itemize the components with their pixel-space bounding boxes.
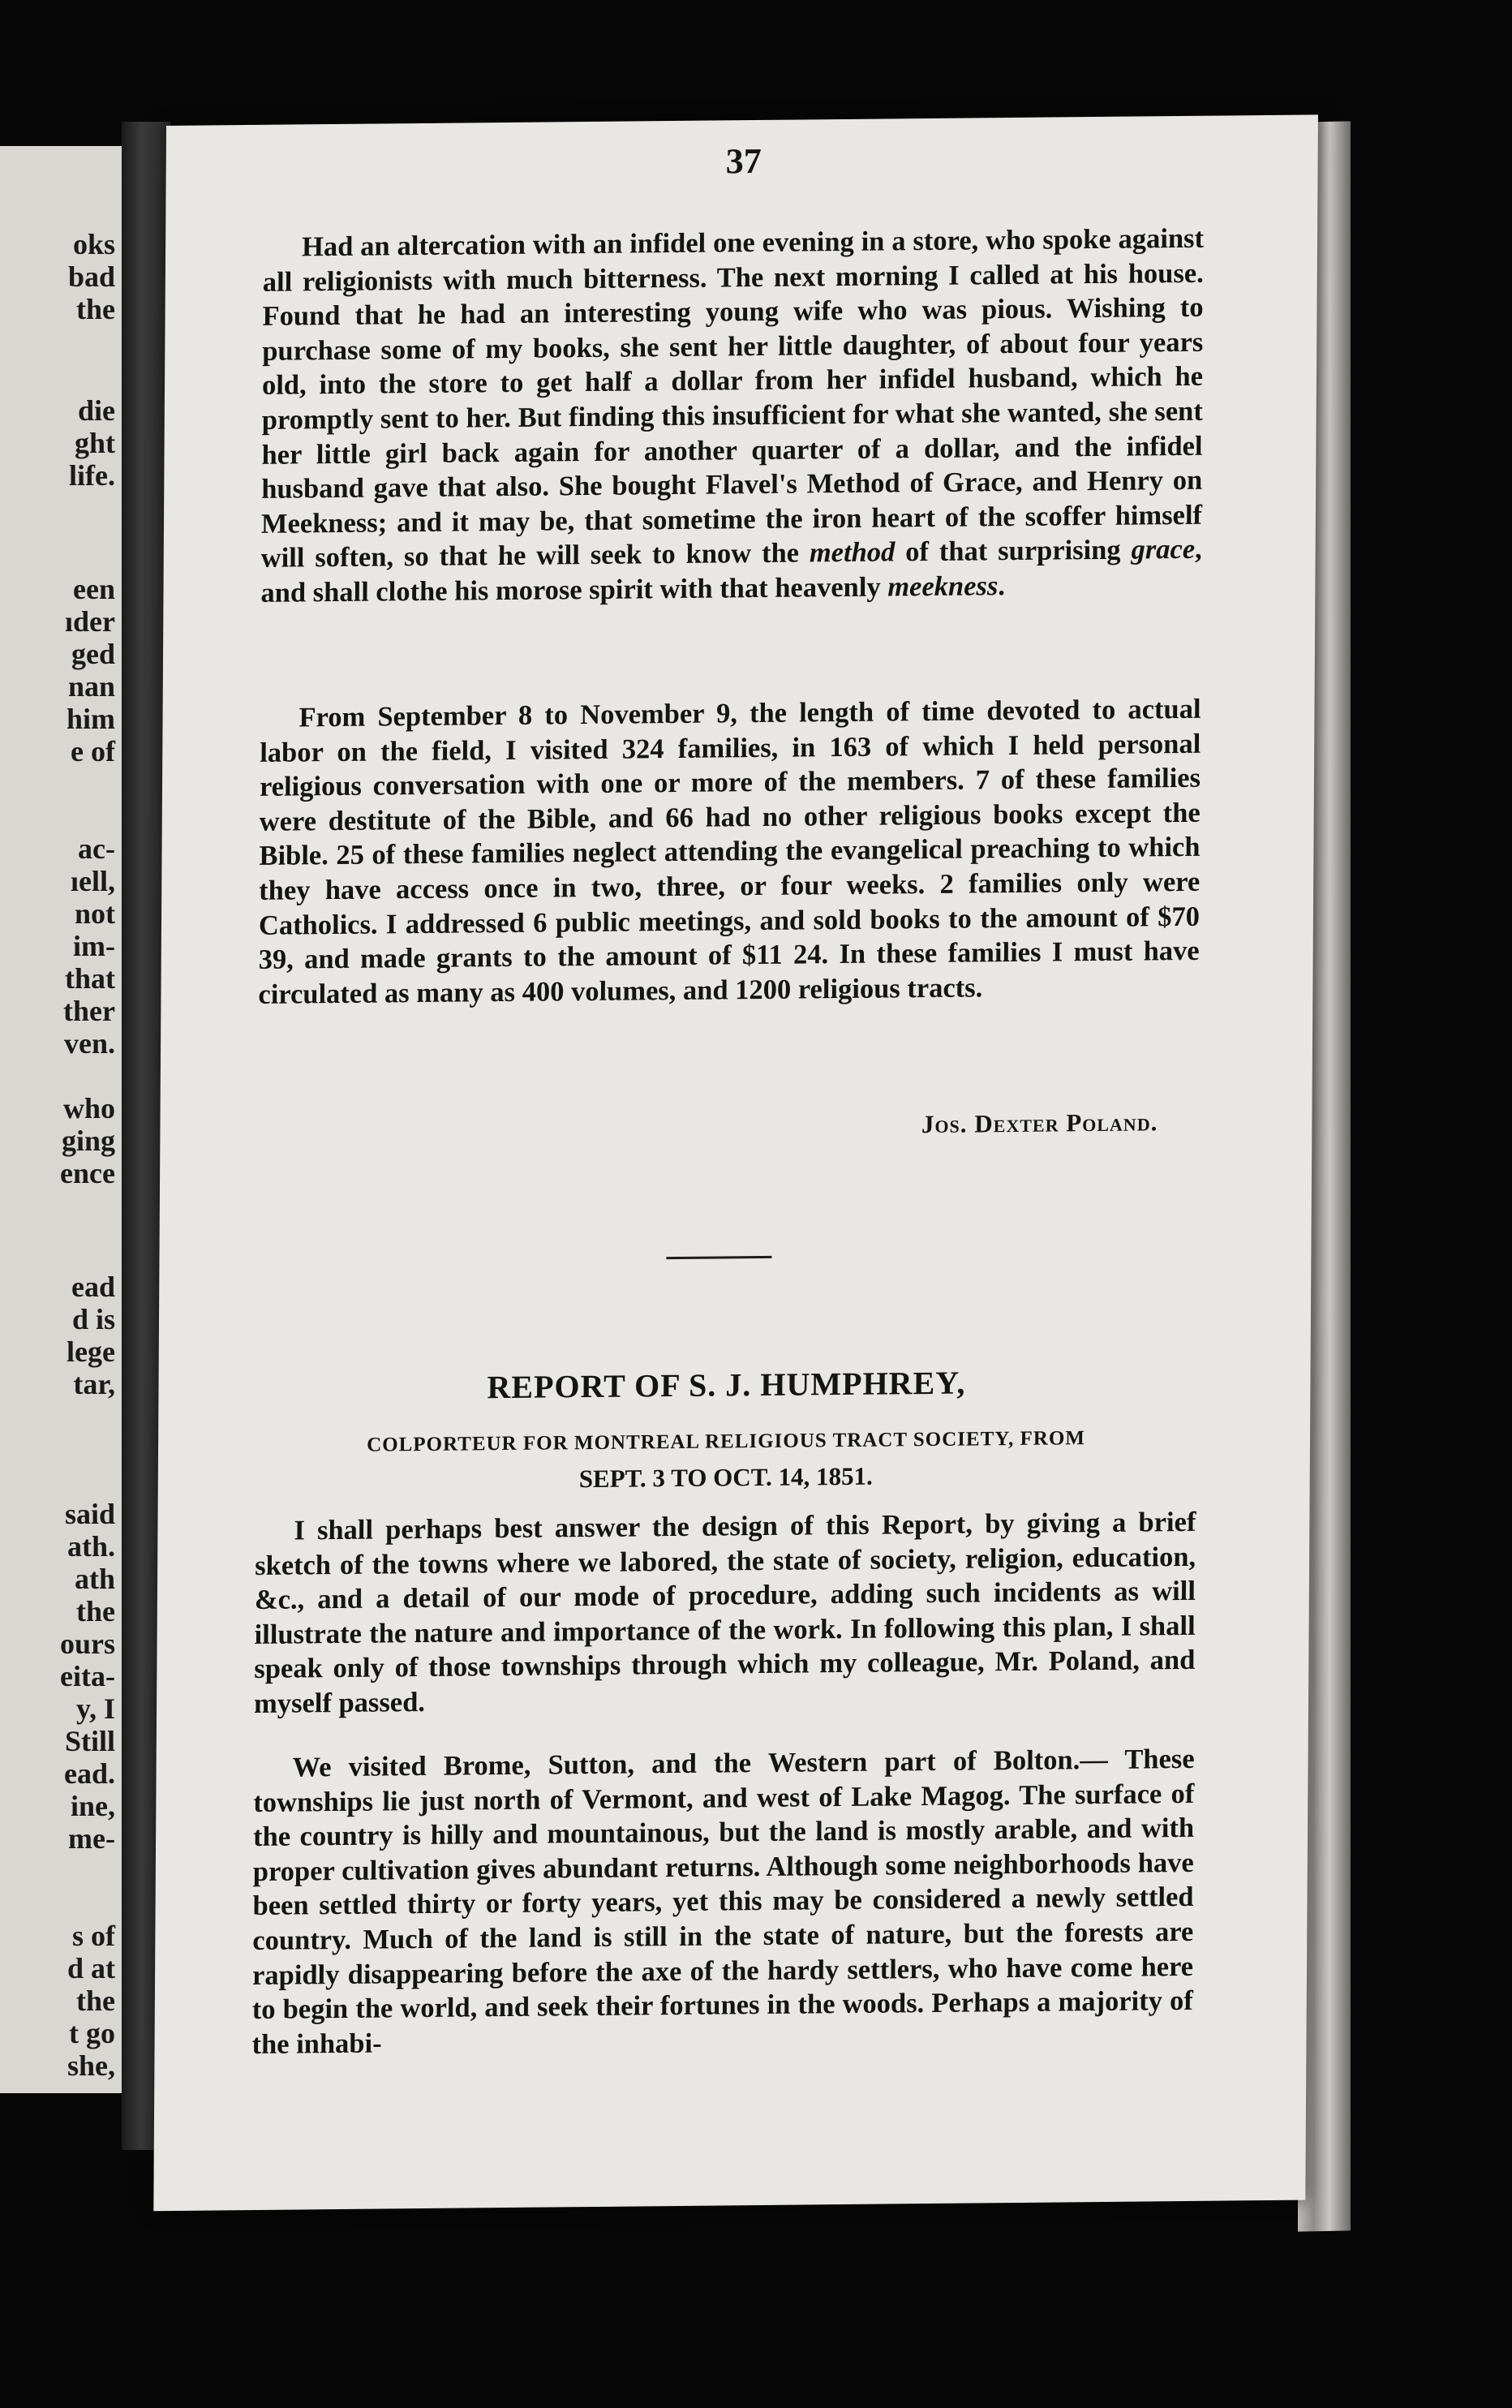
left-page-line-fragment: d at	[67, 1952, 115, 1984]
left-page-line-fragment: she,	[67, 2049, 115, 2082]
left-page-line-fragment: ıder	[65, 605, 115, 638]
left-page-line-fragment: the	[76, 293, 115, 325]
signature: Jos. Dexter Poland.	[921, 1107, 1158, 1139]
paragraph-townships: We visited Brome, Sutton, and the Western part of Bolton.— These townships lie just north of Vermont, and west of Lake Magog. The surface of the country is hilly and mountainous, but the land is mostly arable, and with proper cultivation gives abundant returns. Although some neighborhoods have been settled thirty or forty years, yet this may be considered a newly settled country. Much of the land is still in the state of nature, but the forests are rapidly disappearing before the axe of the hardy settlers, who have come here to begin the world, and seek their fortunes in the woods. Perhaps a majority of the inhabi-	[251, 1743, 1195, 2060]
left-page-line-fragment: die	[77, 394, 115, 427]
report-subheading: COLPORTEUR FOR MONTREAL RELIGIOUS TRACT SOCIETY, FROM	[367, 1427, 1086, 1456]
left-page-line-fragment: ath.	[67, 1530, 115, 1563]
left-page-line-fragment: t go	[69, 2017, 115, 2049]
left-page-line-fragment: ath	[74, 1563, 115, 1595]
left-page-line-fragment: bad	[67, 260, 115, 293]
left-page-line-fragment: ead	[71, 1271, 115, 1303]
left-page-line-fragment: y, I	[75, 1692, 115, 1725]
left-page-line-fragment: who	[62, 1092, 115, 1124]
left-page-line-fragment: Still	[64, 1725, 115, 1757]
left-page-line-fragment: lege	[67, 1335, 115, 1368]
report-heading: REPORT OF S. J. HUMPHREY,	[487, 1364, 966, 1406]
left-page-line-fragment: ging	[61, 1124, 115, 1157]
left-page-line-fragment: ead.	[64, 1757, 115, 1790]
left-page-line-fragment: e of	[71, 735, 115, 768]
paragraph-infidel-story: Had an altercation with an infidel one evening in a store, who spoke against all religionists with much bitterness. The next morning I called at his house. Found that he had an interesting young wife who was pious. Wishing to purchase some of my books, she sent her little daughter, of about four years old, into the store to get half a dollar from her infidel husband, which he promptly sent to her. But finding this insufficient for what she wanted, she sent her little girl back again for another quarter of a dollar, and the infidel husband gave that also. She bought Flavel's Method of Grace, and Henry on Meekness; and it may be, that sometime the iron heart of the scoffer himself will soften, so that he will seek to know the method of that surprising grace, and shall clothe his morose spirit with that heavenly meekness.	[260, 222, 1205, 608]
right-page	[153, 114, 1318, 2211]
left-page-line-fragment: ours	[59, 1628, 115, 1660]
page-number: 37	[725, 140, 762, 182]
left-page-line-fragment: ven.	[64, 1027, 115, 1060]
left-page-line-fragment: the	[76, 1984, 115, 2017]
left-page-line-fragment: d is	[71, 1303, 115, 1335]
left-page-line-fragment: nan	[67, 670, 115, 703]
left-page-line-fragment: im-	[73, 930, 115, 962]
section-divider	[666, 1256, 771, 1259]
left-page-line-fragment: eita-	[60, 1660, 115, 1692]
left-page-line-fragment: not	[74, 897, 115, 930]
left-page-line-fragment: that	[65, 962, 115, 995]
left-page-line-fragment: said	[64, 1498, 115, 1530]
left-page-line-fragment: ght	[74, 427, 115, 459]
left-page-line-fragment: the	[76, 1595, 115, 1628]
left-page-line-fragment: tar,	[73, 1368, 115, 1400]
left-page-line-fragment: ther	[63, 995, 115, 1027]
left-page-line-fragment: ged	[71, 638, 115, 670]
paragraph-statistics: From September 8 to November 9, the length of time devoted to actual labor on the field, I visited 324 families, in 163 of which I held personal religious conversation with one or more of the members. 7 of these families were destitute of the Bible, and 66 had no other religious books except the Bible. 25 of these families neglect attending the evangelical preaching to which they have access once in two, three, or four weeks. 2 families only were Catholics. I addressed 6 public meetings, and sold books to the amount of $70 39, and made grants to the amount of $11 24. In these families I must have circulated as many as 400 volumes, and 1200 religious tracts.	[258, 693, 1201, 1010]
left-page-line-fragment: me-	[68, 1822, 115, 1855]
left-page-line-fragment: oks	[72, 228, 115, 260]
left-page-line-fragment: s of	[72, 1920, 115, 1952]
report-date-range: SEPT. 3 TO OCT. 14, 1851.	[578, 1461, 873, 1494]
left-page-line-fragment: him	[66, 703, 115, 735]
left-page-line-fragment: ine,	[70, 1790, 115, 1822]
left-page-line-fragment: ıell,	[71, 865, 115, 897]
left-page-line-fragment: een	[73, 573, 115, 605]
left-page-line-fragment: life.	[69, 459, 115, 492]
paragraph-report-intro: I shall perhaps best answer the design of this Report, by giving a brief sketch of the towns where we labored, the state of society, religion, education, &c., and a detail of our mode of procedure, adding such incidents as will illustrate the nature and importance of the work. In following this plan, I shall speak only of those townships through which my colleague, Mr. Poland, and myself passed.	[253, 1506, 1196, 1719]
left-page-line-fragment: ac-	[78, 832, 115, 865]
left-facing-page	[0, 146, 122, 2093]
left-page-line-fragment: ence	[60, 1157, 115, 1189]
